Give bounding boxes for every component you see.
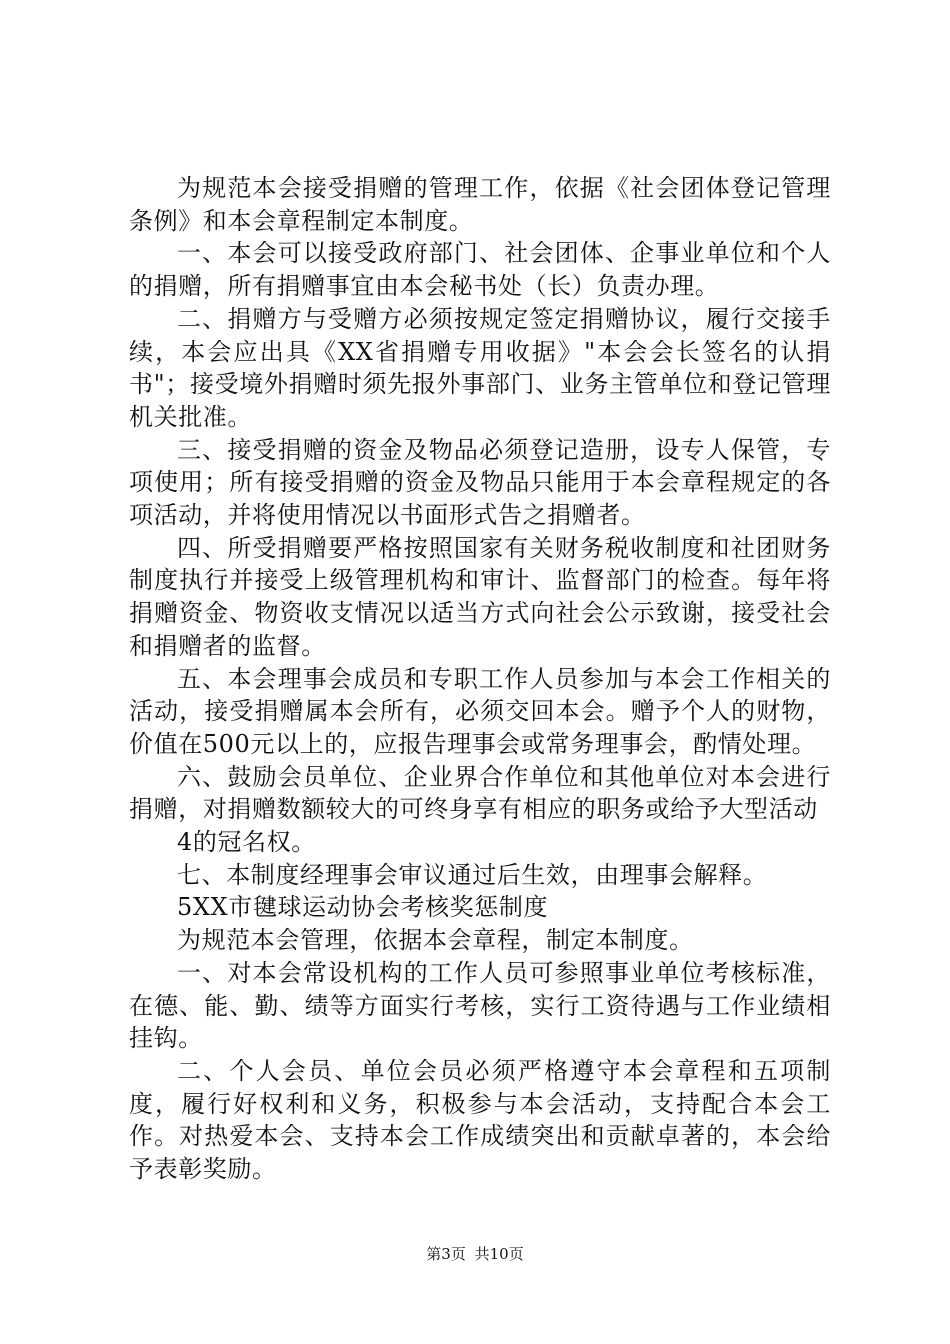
paragraph-section-intro: 为规范本会管理，依据本会章程，制定本制度。 (177, 926, 694, 955)
paragraph-item-6-continued: 4的冠名权。 (177, 828, 316, 857)
paragraph-item-3: 三、接受捐赠的资金及物品必须登记造册，设专人保管，专项使用；所有接受捐赠的资金及物品只能用于本会章程规定的各项活动，并将使用情况以书面形式告之捐赠者。 (129, 435, 831, 530)
document-body (129, 172, 831, 1186)
page-number: 第3页 (426, 1245, 466, 1263)
paragraph-item-1: 一、本会可以接受政府部门、社会团体、企事业单位和个人的捐赠，所有捐赠事宜由本会秘书处（长）负责办理。 (129, 239, 831, 301)
page-footer (0, 1244, 950, 1264)
section-heading: 5XX市毽球运动协会考核奖惩制度 (177, 893, 549, 922)
paragraph-section-item-1: 一、对本会常设机构的工作人员可参照事业单位考核标准，在德、能、勤、绩等方面实行考核，实行工资待遇与工作业绩相挂钩。 (129, 958, 831, 1053)
page-total: 共10页 (474, 1245, 524, 1263)
paragraph-item-6: 六、鼓励会员单位、企业界合作单位和其他单位对本会进行捐赠，对捐赠数额较大的可终身享有相应的职务或给予大型活动 (129, 762, 831, 824)
paragraph-item-2: 二、捐赠方与受赠方必须按规定签定捐赠协议，履行交接手续，本会应出具《XX省捐赠专用收据》"本会会长签名的认捐书"；接受境外捐赠时须先报外事部门、业务主管单位和登记管理机关批准。 (129, 304, 831, 431)
paragraph-item-5: 五、本会理事会成员和专职工作人员参加与本会工作相关的活动，接受捐赠属本会所有，必须交回本会。赠予个人的财物，价值在500元以上的，应报告理事会或常务理事会，酌情处理。 (129, 664, 831, 758)
paragraph-section-item-2: 二、个人会员、单位会员必须严格遵守本会章程和五项制度，履行好权利和义务，积极参与本会活动，支持配合本会工作。对热爱本会、支持本会工作成绩突出和贡献卓著的，本会给予表彰奖励。 (129, 1056, 831, 1184)
paragraph-item-4: 四、所受捐赠要严格按照国家有关财务税收制度和社团财务制度执行并接受上级管理机构和审计、监督部门的检查。每年将捐赠资金、物资收支情况以适当方式向社会公示致谢，接受社会和捐赠者的监督。 (129, 533, 831, 660)
paragraph-intro: 为规范本会接受捐赠的管理工作，依据《社会团体登记管理条例》和本会章程制定本制度。 (129, 174, 831, 235)
paragraph-item-7: 七、本制度经理事会审议通过后生效，由理事会解释。 (177, 860, 768, 889)
